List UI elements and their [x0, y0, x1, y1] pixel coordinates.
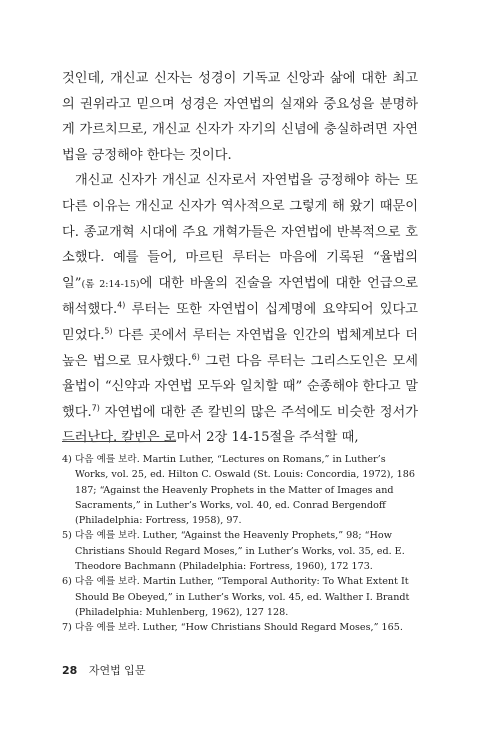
paragraph-2-text-b: 에 대한 바울의 진술을 자연법에 대한 언급으로 해석했다.	[62, 275, 418, 318]
footnotes	[62, 452, 419, 636]
footnote-text: 다음 예를 보라. Luther, “Against the Heavenly Prophets,” 98; “How Christians Should Regard Moses,” in Luther’s Works, vol. 35, ed. E. Theodore Bachmann (Philadelphia: Fortress, 1960), 172 173.	[75, 530, 405, 573]
footnote-7	[62, 620, 419, 635]
footnote-ref-6[interactable]: 6)	[191, 352, 200, 362]
footnote-ref-4[interactable]: 4)	[117, 300, 126, 310]
paragraph-2-text-e: 그런 다음 루터는 그리스도인은 모세 율법이 “신약과 자연법 모두와 일치할 때” 순종해야 한다고 말했다.	[62, 353, 418, 420]
paragraph-2	[62, 168, 418, 451]
footnote-number: 5)	[62, 530, 72, 542]
footnote-6	[62, 574, 419, 620]
footnote-text: 다음 예를 보라. Martin Luther, “Lectures on Romans,” in Luther’s Works, vol. 25, ed. Hilton C. Oswald (St. Louis: Concordia, 1972), 186 187; “Against the Heavenly Prophets in the Matter of Images and Sacraments,” in Luther’s Works, vol. 40, ed. Conrad Bergendoff (Philadelphia: Fortress, 1958), 97.	[75, 454, 415, 527]
footnote-number: 7)	[62, 622, 72, 634]
footnote-ref-7[interactable]: 7)	[91, 403, 100, 413]
paragraph-2-text-d: 다른 곳에서 루터는 자연법을 인간의 법체계보다 더 높은 법으로 묘사했다.	[62, 327, 418, 369]
footnote-4	[62, 452, 419, 528]
footnote-divider	[62, 441, 176, 442]
page-number: 28	[62, 664, 78, 677]
paragraph-2-text-c: 루터는 또한 자연법이 십계명에 요약되어 있다고 믿었다.	[62, 302, 418, 343]
paragraph-1-text: 것인데, 개신교 신자는 성경이 기독교 신앙과 삶에 대한 최고의 권위라고 믿으며 성경은 자연법의 실재와 중요성을 분명하게 가르치므로, 개신교 신자가 자기의 신념에 충실하려면 자연법을 긍정해야 한다는 것이다.	[62, 71, 418, 163]
footnote-ref-5[interactable]: 5)	[104, 326, 113, 336]
paragraph-2-text-f: 자연법에 대한 존 칼빈의 많은 주석에도 비슷한 정서가 드러난다. 칼빈은 로마서 2장 14-15절을 주석할 때,	[62, 404, 418, 446]
scripture-reference: (롬 2:14-15)	[81, 278, 140, 290]
footnote-text: 다음 예를 보라. Martin Luther, “Temporal Authority: To What Extent It Should Be Obeyed,” in Luther’s Works, vol. 45, ed. Walther I. Brandt (Philadelphia: Muhlenberg, 1962), 127 128.	[75, 576, 410, 618]
footnote-number: 4)	[62, 454, 72, 465]
footnote-text: 다음 예를 보라. Luther, “How Christians Should Regard Moses,” 165.	[75, 622, 403, 634]
paragraph-2-text-a: 개신교 신자가 개신교 신자로서 자연법을 긍정해야 하는 또 다른 이유는 개신교 신자가 역사적으로 그렇게 해 왔기 때문이다. 종교개혁 시대에 주요 개혁가들은 자연법에 반복적으로 호소했다. 예를 들어, 마르틴 루터는 마음에 기록된 “율법의 일”	[62, 173, 418, 291]
footnote-5	[62, 528, 419, 574]
running-title: 자연법 입문	[88, 664, 146, 677]
paragraph-1	[62, 66, 418, 168]
footnote-number: 6)	[62, 576, 72, 588]
page-footer	[62, 662, 145, 678]
main-text	[62, 66, 418, 451]
